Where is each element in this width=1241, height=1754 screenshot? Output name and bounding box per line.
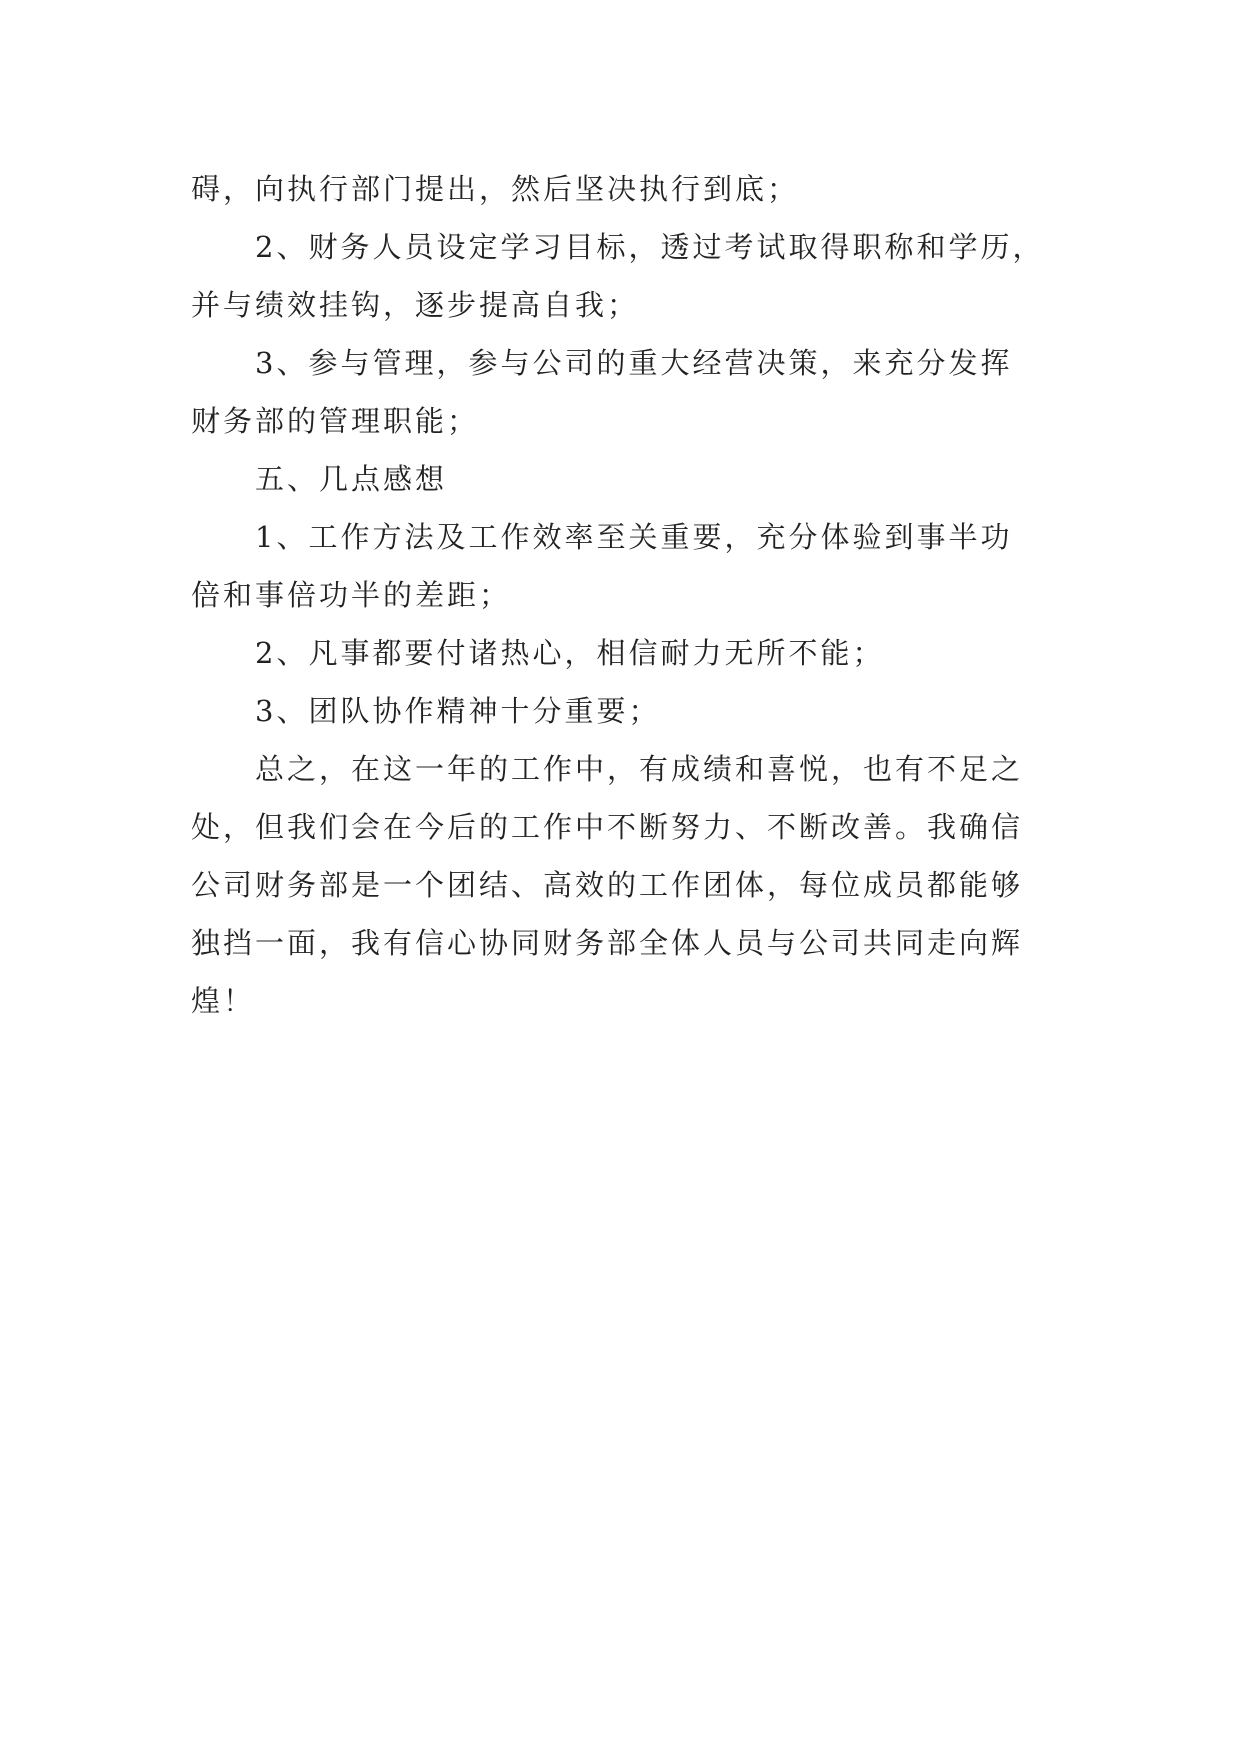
text-line: 倍和事倍功半的差距； xyxy=(191,578,512,612)
text-line: 2、凡事都要付诸热心，相信耐力无所不能； xyxy=(255,636,885,670)
text-line: 财务部的管理职能； xyxy=(191,404,480,438)
text-line: 总之，在这一年的工作中，有成绩和喜悦，也有不足之 xyxy=(255,752,1024,786)
text-line: 煌！ xyxy=(191,984,256,1018)
text-line: 1、工作方法及工作效率至关重要，充分体验到事半功 xyxy=(255,520,1013,554)
section-heading: 五、几点感想 xyxy=(255,462,448,496)
text-line: 公司财务部是一个团结、高效的工作团体，每位成员都能够 xyxy=(191,868,1024,902)
text-line: 处，但我们会在今后的工作中不断努力、不断改善。我确信 xyxy=(191,810,1024,844)
text-line: 3、参与管理，参与公司的重大经营决策，来充分发挥 xyxy=(255,346,1013,380)
text-line: 碍，向执行部门提出，然后坚决执行到底； xyxy=(191,172,800,206)
text-line: 3、团队协作精神十分重要； xyxy=(255,694,661,728)
body-text xyxy=(191,160,1071,1030)
text-line: 并与绩效挂钩，逐步提高自我； xyxy=(191,288,640,322)
text-line: 2、财务人员设定学习目标，透过考试取得职称和学历， xyxy=(255,230,1045,264)
text-line: 独挡一面，我有信心协同财务部全体人员与公司共同走向辉 xyxy=(191,926,1024,960)
